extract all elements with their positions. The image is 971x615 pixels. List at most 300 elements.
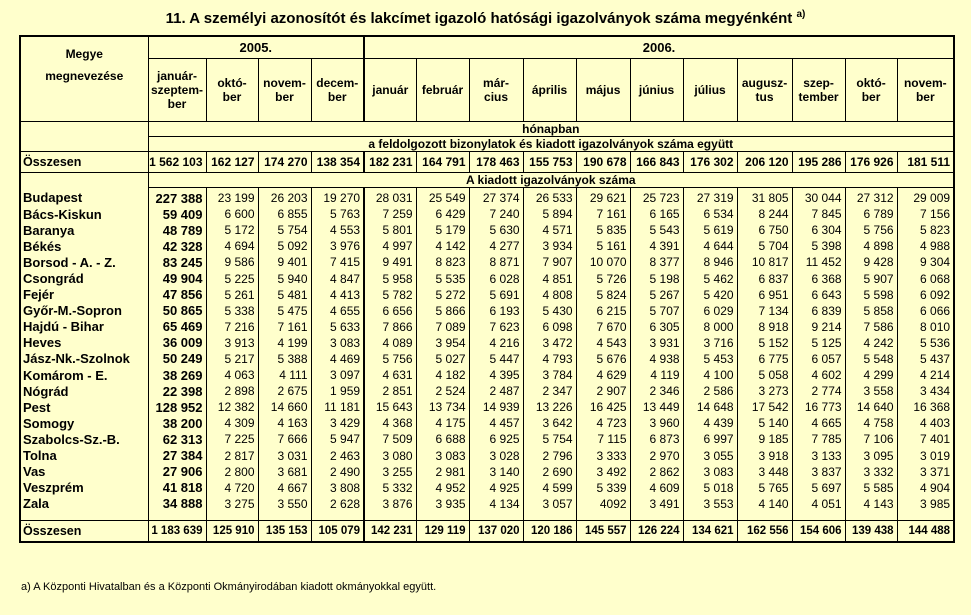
cell-value: 7 415 xyxy=(311,254,364,270)
month-unit-label: hónapban xyxy=(148,122,954,137)
cell-value: 7 259 xyxy=(364,206,416,222)
cell-value: 5 536 xyxy=(897,335,954,351)
cell-value: 3 918 xyxy=(737,448,792,464)
cell-value: 3 080 xyxy=(364,448,416,464)
cell-value: 134 621 xyxy=(683,520,737,542)
cell-value: 7 907 xyxy=(523,254,576,270)
cell-value: 5 756 xyxy=(364,351,416,367)
cell-value: 9 491 xyxy=(364,254,416,270)
cell-value: 28 031 xyxy=(364,188,416,207)
table-row xyxy=(20,480,954,496)
cell-value: 4 143 xyxy=(845,496,897,512)
cell-value: 4 277 xyxy=(469,238,523,254)
cell-value: 4 182 xyxy=(416,367,469,383)
cell-value: 3 716 xyxy=(683,335,737,351)
cell-value: 164 791 xyxy=(416,152,469,173)
cell-value: 14 939 xyxy=(469,399,523,415)
blank-cell xyxy=(576,512,630,521)
cell-value: 5 704 xyxy=(737,238,792,254)
cell-value: 7 509 xyxy=(364,431,416,447)
cell-value: 4 723 xyxy=(576,415,630,431)
total-issued-row xyxy=(20,520,954,542)
cell-value: 4 631 xyxy=(364,367,416,383)
cell-value: 166 843 xyxy=(630,152,683,173)
row-label: Somogy xyxy=(20,415,148,431)
cell-value: 22 398 xyxy=(148,383,206,399)
cell-value: 7 216 xyxy=(206,319,258,335)
cell-value: 8 244 xyxy=(737,206,792,222)
cell-value: 62 313 xyxy=(148,431,206,447)
month-header: június xyxy=(630,59,683,122)
cell-value: 16 425 xyxy=(576,399,630,415)
cell-value: 5 894 xyxy=(523,206,576,222)
row-label: Komárom - E. xyxy=(20,367,148,383)
month-header: szep- tember xyxy=(792,59,845,122)
cell-value: 154 606 xyxy=(792,520,845,542)
month-header: május xyxy=(576,59,630,122)
cell-value: 4 667 xyxy=(258,480,311,496)
cell-value: 4 609 xyxy=(630,480,683,496)
cell-value: 8 377 xyxy=(630,254,683,270)
cell-value: 5 430 xyxy=(523,303,576,319)
row-label: Hajdú - Bihar xyxy=(20,319,148,335)
cell-value: 5 272 xyxy=(416,287,469,303)
month-header: augusz- tus xyxy=(737,59,792,122)
cell-value: 2 862 xyxy=(630,464,683,480)
cell-value: 1 183 639 xyxy=(148,520,206,542)
cell-value: 30 044 xyxy=(792,188,845,207)
blank-cell xyxy=(897,512,954,521)
cell-value: 4 599 xyxy=(523,480,576,496)
cell-value: 3 913 xyxy=(206,335,258,351)
blank-cell xyxy=(364,512,416,521)
row-label: Vas xyxy=(20,464,148,480)
cell-value: 4 242 xyxy=(845,335,897,351)
cell-value: 4 629 xyxy=(576,367,630,383)
cell-value: 5 782 xyxy=(364,287,416,303)
cell-value: 3 935 xyxy=(416,496,469,512)
cell-value: 5 198 xyxy=(630,270,683,286)
cell-value: 5 633 xyxy=(311,319,364,335)
cell-value: 9 185 xyxy=(737,431,792,447)
blank-cell xyxy=(206,512,258,521)
cell-value: 5 058 xyxy=(737,367,792,383)
cell-value: 4 758 xyxy=(845,415,897,431)
cell-value: 5 765 xyxy=(737,480,792,496)
cell-value: 6 029 xyxy=(683,303,737,319)
data-table xyxy=(19,35,955,543)
cell-value: 5 754 xyxy=(258,222,311,238)
cell-value: 5 217 xyxy=(206,351,258,367)
cell-value: 4 199 xyxy=(258,335,311,351)
cell-value: 5 092 xyxy=(258,238,311,254)
month-header: február xyxy=(416,59,469,122)
cell-value: 4 391 xyxy=(630,238,683,254)
blank-cell xyxy=(20,122,148,137)
cell-value: 3 133 xyxy=(792,448,845,464)
cell-value: 27 906 xyxy=(148,464,206,480)
cell-value: 5 453 xyxy=(683,351,737,367)
row-label: Csongrád xyxy=(20,270,148,286)
cell-value: 3 083 xyxy=(416,448,469,464)
cell-value: 5 475 xyxy=(258,303,311,319)
row-label: Összesen xyxy=(20,520,148,542)
month-header: április xyxy=(523,59,576,122)
cell-value: 3 934 xyxy=(523,238,576,254)
cell-value: 6 837 xyxy=(737,270,792,286)
cell-value: 145 557 xyxy=(576,520,630,542)
blank-cell xyxy=(737,512,792,521)
cell-value: 6 688 xyxy=(416,431,469,447)
month-header: novem- ber xyxy=(258,59,311,122)
cell-value: 3 055 xyxy=(683,448,737,464)
cell-value: 139 438 xyxy=(845,520,897,542)
table-row xyxy=(20,383,954,399)
spacer-row xyxy=(20,512,954,521)
cell-value: 4 051 xyxy=(792,496,845,512)
cell-value: 6 643 xyxy=(792,287,845,303)
cell-value: 125 910 xyxy=(206,520,258,542)
cell-value: 29 009 xyxy=(897,188,954,207)
cell-value: 6 656 xyxy=(364,303,416,319)
cell-value: 195 286 xyxy=(792,152,845,173)
cell-value: 3 876 xyxy=(364,496,416,512)
row-label: Jász-Nk.-Szolnok xyxy=(20,351,148,367)
row-label: Szabolcs-Sz.-B. xyxy=(20,431,148,447)
table-row xyxy=(20,351,954,367)
cell-value: 5 691 xyxy=(469,287,523,303)
cell-value: 206 120 xyxy=(737,152,792,173)
cell-value: 4 655 xyxy=(311,303,364,319)
cell-value: 7 156 xyxy=(897,206,954,222)
cell-value: 7 225 xyxy=(206,431,258,447)
cell-value: 6 855 xyxy=(258,206,311,222)
cell-value: 6 193 xyxy=(469,303,523,319)
cell-value: 41 818 xyxy=(148,480,206,496)
cell-value: 3 429 xyxy=(311,415,364,431)
cell-value: 3 332 xyxy=(845,464,897,480)
cell-value: 4 142 xyxy=(416,238,469,254)
cell-value: 6 165 xyxy=(630,206,683,222)
cell-value: 4 997 xyxy=(364,238,416,254)
blank-cell xyxy=(792,512,845,521)
cell-value: 26 203 xyxy=(258,188,311,207)
cell-value: 6 997 xyxy=(683,431,737,447)
table-row xyxy=(20,270,954,286)
cell-value: 13 449 xyxy=(630,399,683,415)
cell-value: 59 409 xyxy=(148,206,206,222)
cell-value: 6 873 xyxy=(630,431,683,447)
table-row xyxy=(20,431,954,447)
cell-value: 5 172 xyxy=(206,222,258,238)
county-header-line2: megnevezése xyxy=(45,69,124,83)
cell-value: 49 904 xyxy=(148,270,206,286)
cell-value: 138 354 xyxy=(311,152,364,173)
row-label: Tolna xyxy=(20,448,148,464)
cell-value: 3 960 xyxy=(630,415,683,431)
cell-value: 4 904 xyxy=(897,480,954,496)
cell-value: 5 763 xyxy=(311,206,364,222)
cell-value: 3 472 xyxy=(523,335,576,351)
cell-value: 155 753 xyxy=(523,152,576,173)
row-label: Borsod - A. - Z. xyxy=(20,254,148,270)
cell-value: 142 231 xyxy=(364,520,416,542)
cell-value: 2 981 xyxy=(416,464,469,480)
cell-value: 7 866 xyxy=(364,319,416,335)
cell-value: 4 163 xyxy=(258,415,311,431)
row-label: Összesen xyxy=(20,152,148,173)
cell-value: 5 179 xyxy=(416,222,469,238)
cell-value: 65 469 xyxy=(148,319,206,335)
cell-value: 27 312 xyxy=(845,188,897,207)
cell-value: 4 644 xyxy=(683,238,737,254)
cell-value: 13 226 xyxy=(523,399,576,415)
cell-value: 8 010 xyxy=(897,319,954,335)
cell-value: 6 600 xyxy=(206,206,258,222)
cell-value: 5 398 xyxy=(792,238,845,254)
cell-value: 128 952 xyxy=(148,399,206,415)
cell-value: 4 571 xyxy=(523,222,576,238)
cell-value: 4 063 xyxy=(206,367,258,383)
county-header-line1: Megye xyxy=(65,47,103,61)
cell-value: 4 851 xyxy=(523,270,576,286)
cell-value: 16 368 xyxy=(897,399,954,415)
table-row xyxy=(20,188,954,207)
cell-value: 42 328 xyxy=(148,238,206,254)
cell-value: 4 694 xyxy=(206,238,258,254)
cell-value: 4 720 xyxy=(206,480,258,496)
cell-value: 3 333 xyxy=(576,448,630,464)
cell-value: 3 095 xyxy=(845,448,897,464)
cell-value: 6 925 xyxy=(469,431,523,447)
month-header: novem- ber xyxy=(897,59,954,122)
cell-value: 5 697 xyxy=(792,480,845,496)
cell-value: 4 403 xyxy=(897,415,954,431)
cell-value: 176 926 xyxy=(845,152,897,173)
cell-value: 3 028 xyxy=(469,448,523,464)
cell-value: 4 952 xyxy=(416,480,469,496)
table-row xyxy=(20,415,954,431)
cell-value: 6 534 xyxy=(683,206,737,222)
cell-value: 5 754 xyxy=(523,431,576,447)
cell-value: 3 492 xyxy=(576,464,630,480)
cell-value: 2 774 xyxy=(792,383,845,399)
cell-value: 8 918 xyxy=(737,319,792,335)
cell-value: 4 793 xyxy=(523,351,576,367)
cell-value: 182 231 xyxy=(364,152,416,173)
blank-cell xyxy=(311,512,364,521)
cell-value: 2 851 xyxy=(364,383,416,399)
cell-value: 5 619 xyxy=(683,222,737,238)
cell-value: 6 028 xyxy=(469,270,523,286)
table-row xyxy=(20,222,954,238)
cell-value: 5 152 xyxy=(737,335,792,351)
cell-value: 5 726 xyxy=(576,270,630,286)
cell-value: 10 817 xyxy=(737,254,792,270)
cell-value: 176 302 xyxy=(683,152,737,173)
table-row xyxy=(20,206,954,222)
cell-value: 4 469 xyxy=(311,351,364,367)
cell-value: 3 954 xyxy=(416,335,469,351)
cell-value: 178 463 xyxy=(469,152,523,173)
cell-value: 9 401 xyxy=(258,254,311,270)
cell-value: 2 817 xyxy=(206,448,258,464)
cell-value: 5 947 xyxy=(311,431,364,447)
cell-value: 4 457 xyxy=(469,415,523,431)
cell-value: 5 161 xyxy=(576,238,630,254)
cell-value: 9 304 xyxy=(897,254,954,270)
cell-value: 4 439 xyxy=(683,415,737,431)
cell-value: 7 401 xyxy=(897,431,954,447)
cell-value: 34 888 xyxy=(148,496,206,512)
cell-value: 4 089 xyxy=(364,335,416,351)
row-label: Baranya xyxy=(20,222,148,238)
cell-value: 6 098 xyxy=(523,319,576,335)
cell-value: 5 958 xyxy=(364,270,416,286)
cell-value: 4 100 xyxy=(683,367,737,383)
cell-value: 2 463 xyxy=(311,448,364,464)
cell-value: 6 951 xyxy=(737,287,792,303)
total-processed-row xyxy=(20,152,954,173)
cell-value: 7 134 xyxy=(737,303,792,319)
cell-value: 27 319 xyxy=(683,188,737,207)
cell-value: 8 946 xyxy=(683,254,737,270)
cell-value: 6 092 xyxy=(897,287,954,303)
blank-cell xyxy=(683,512,737,521)
cell-value: 7 670 xyxy=(576,319,630,335)
cell-value: 227 388 xyxy=(148,188,206,207)
row-label: Veszprém xyxy=(20,480,148,496)
cell-value: 4 395 xyxy=(469,367,523,383)
cell-value: 4 214 xyxy=(897,367,954,383)
cell-value: 5 388 xyxy=(258,351,311,367)
month-header-row xyxy=(20,59,954,122)
month-header: decem- ber xyxy=(311,59,364,122)
cell-value: 2 524 xyxy=(416,383,469,399)
cell-value: 6 750 xyxy=(737,222,792,238)
blank-cell xyxy=(630,512,683,521)
cell-value: 126 224 xyxy=(630,520,683,542)
cell-value: 3 642 xyxy=(523,415,576,431)
cell-value: 17 542 xyxy=(737,399,792,415)
table-row xyxy=(20,464,954,480)
cell-value: 4 665 xyxy=(792,415,845,431)
cell-value: 144 488 xyxy=(897,520,954,542)
month-header: január- szeptem- ber xyxy=(148,59,206,122)
cell-value: 5 267 xyxy=(630,287,683,303)
cell-value: 7 240 xyxy=(469,206,523,222)
cell-value: 7 586 xyxy=(845,319,897,335)
cell-value: 11 452 xyxy=(792,254,845,270)
cell-value: 4 140 xyxy=(737,496,792,512)
cell-value: 7 785 xyxy=(792,431,845,447)
cell-value: 3 558 xyxy=(845,383,897,399)
cell-value: 3 808 xyxy=(311,480,364,496)
cell-value: 5 332 xyxy=(364,480,416,496)
cell-value: 50 249 xyxy=(148,351,206,367)
month-header: már- cius xyxy=(469,59,523,122)
cell-value: 25 549 xyxy=(416,188,469,207)
cell-value: 14 648 xyxy=(683,399,737,415)
cell-value: 5 756 xyxy=(845,222,897,238)
cell-value: 5 481 xyxy=(258,287,311,303)
cell-value: 6 839 xyxy=(792,303,845,319)
table-row xyxy=(20,367,954,383)
footnote: a) A Központi Hivatalban és a Központi Okmányirodában kiadott okmányokkal együtt. xyxy=(21,581,437,593)
cell-value: 3 083 xyxy=(683,464,737,480)
cell-value: 5 140 xyxy=(737,415,792,431)
cell-value: 5 225 xyxy=(206,270,258,286)
cell-value: 7 089 xyxy=(416,319,469,335)
cell-value: 3 491 xyxy=(630,496,683,512)
cell-value: 5 125 xyxy=(792,335,845,351)
cell-value: 162 556 xyxy=(737,520,792,542)
table-row xyxy=(20,335,954,351)
cell-value: 135 153 xyxy=(258,520,311,542)
cell-value: 8 871 xyxy=(469,254,523,270)
cell-value: 9 214 xyxy=(792,319,845,335)
cell-value: 5 824 xyxy=(576,287,630,303)
cell-value: 3 140 xyxy=(469,464,523,480)
cell-value: 5 018 xyxy=(683,480,737,496)
cell-value: 4 602 xyxy=(792,367,845,383)
cell-value: 5 940 xyxy=(258,270,311,286)
cell-value: 6 215 xyxy=(576,303,630,319)
cell-value: 7 845 xyxy=(792,206,845,222)
cell-value: 4 175 xyxy=(416,415,469,431)
cell-value: 174 270 xyxy=(258,152,311,173)
cell-value: 11 181 xyxy=(311,399,364,415)
cell-value: 137 020 xyxy=(469,520,523,542)
cell-value: 3 019 xyxy=(897,448,954,464)
cell-value: 6 304 xyxy=(792,222,845,238)
table-row xyxy=(20,319,954,335)
cell-value: 5 338 xyxy=(206,303,258,319)
cell-value: 3 448 xyxy=(737,464,792,480)
cell-value: 6 068 xyxy=(897,270,954,286)
cell-value: 3 985 xyxy=(897,496,954,512)
cell-value: 7 106 xyxy=(845,431,897,447)
cell-value: 3 550 xyxy=(258,496,311,512)
cell-value: 4 134 xyxy=(469,496,523,512)
cell-value: 50 865 xyxy=(148,303,206,319)
cell-value: 3 553 xyxy=(683,496,737,512)
table-row xyxy=(20,238,954,254)
cell-value: 105 079 xyxy=(311,520,364,542)
cell-value: 2 907 xyxy=(576,383,630,399)
cell-value: 4 413 xyxy=(311,287,364,303)
cell-value: 4 898 xyxy=(845,238,897,254)
cell-value: 12 382 xyxy=(206,399,258,415)
cell-value: 5 535 xyxy=(416,270,469,286)
cell-value: 38 200 xyxy=(148,415,206,431)
cell-value: 2 800 xyxy=(206,464,258,480)
cell-value: 10 070 xyxy=(576,254,630,270)
cell-value: 3 371 xyxy=(897,464,954,480)
cell-value: 2 586 xyxy=(683,383,737,399)
cell-value: 5 823 xyxy=(897,222,954,238)
cell-value: 7 161 xyxy=(258,319,311,335)
cell-value: 36 009 xyxy=(148,335,206,351)
table-row xyxy=(20,287,954,303)
cell-value: 5 676 xyxy=(576,351,630,367)
table-row xyxy=(20,303,954,319)
cell-value: 162 127 xyxy=(206,152,258,173)
cell-value: 31 805 xyxy=(737,188,792,207)
cell-value: 4 553 xyxy=(311,222,364,238)
blank-cell xyxy=(258,512,311,521)
cell-value: 2 690 xyxy=(523,464,576,480)
